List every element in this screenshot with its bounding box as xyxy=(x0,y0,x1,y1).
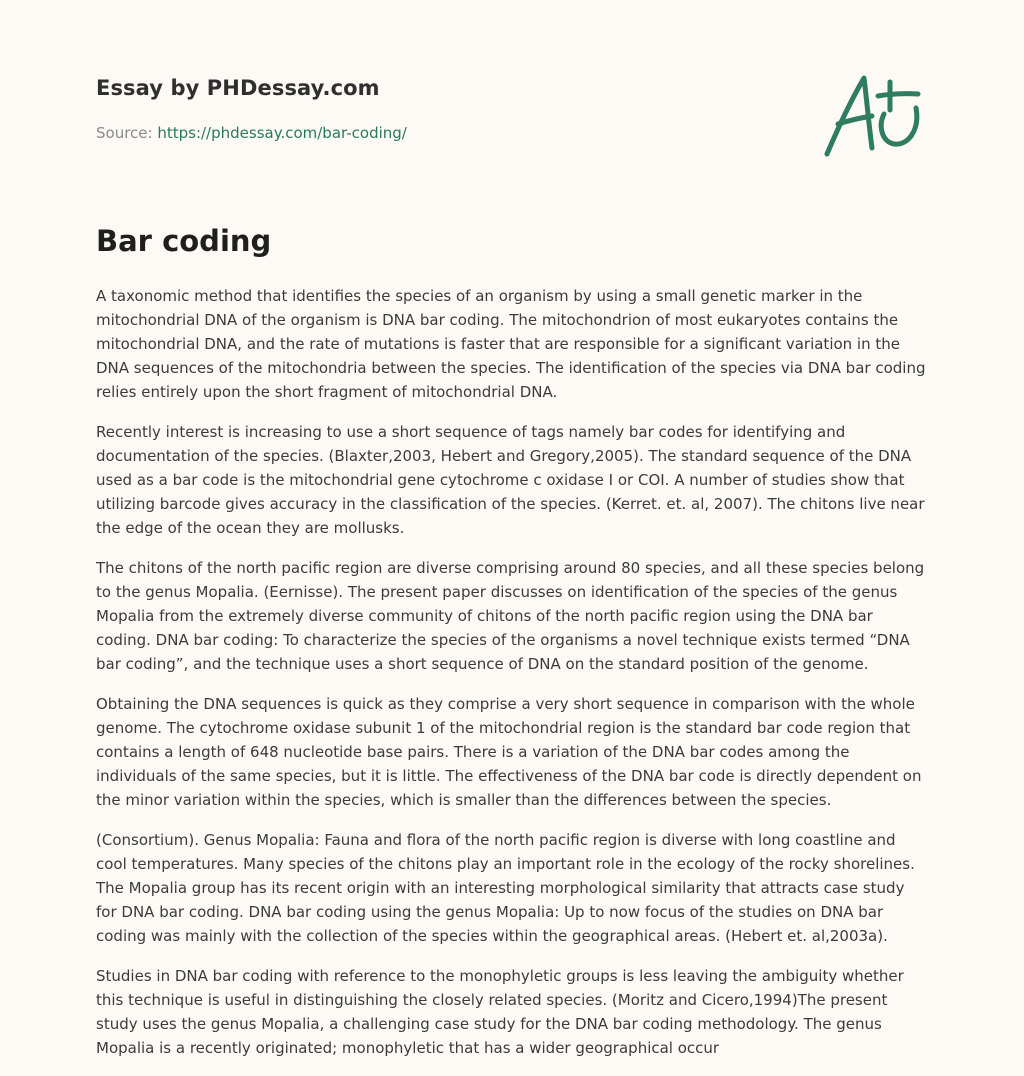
paragraph: Recently interest is increasing to use a short sequence of tags namely bar codes for identifying and documentation of the species. (Blaxter,2003, Hebert and Gregory,2005). The standard sequence of the DNA used as a bar code is the mitochondrial gene cytochrome c oxidase I or COI. A number of studies show that utilizing barcode gives accuracy in the classification of the species. (Kerret. et. al, 2007). The chitons live near the edge of the ocean they are mollusks. xyxy=(96,423,925,537)
a-plus-icon xyxy=(824,68,928,160)
paragraph: Studies in DNA bar coding with reference to the monophyletic groups is less leaving the ambiguity whether this technique is useful in distinguishing the closely related species. (Moritz and Cicero,1994)The present study uses the genus Mopalia, a challenging case study for the DNA bar coding methodology. The genus Mopalia is a recently originated; monophyletic that has a wider geographical occur xyxy=(96,967,904,1057)
article-body xyxy=(96,284,928,1076)
paragraph: A taxonomic method that identifies the species of an organism by using a small genetic marker in the mitochondrial DNA of the organism is DNA bar coding. The mitochondrion of most eukaryotes contains the mitochondrial DNA, and the rate of mutations is faster that are responsible for a significant variation in the DNA sequences of the mitochondria between the species. The identification of the species via DNA bar coding relies entirely upon the short fragment of mitochondrial DNA. xyxy=(96,287,926,401)
paragraph: (Consortium). Genus Mopalia: Fauna and flora of the north pacific region is diverse with long coastline and cool temperatures. Many species of the chitons play an important role in the ecology of the rocky shorelines. The Mopalia group has its recent origin with an interesting morphological similarity that attracts case study for DNA bar coding. DNA bar coding using the genus Mopalia: Up to now focus of the studies on DNA bar coding was mainly with the collection of the species within the geographical areas. (Hebert et. al,2003a). xyxy=(96,831,915,945)
page-header xyxy=(96,76,928,186)
paragraph: Obtaining the DNA sequences is quick as they comprise a very short sequence in comparison with the whole genome. The cytochrome oxidase subunit 1 of the mitochondrial region is the standard bar code region that contains a length of 648 nucleotide base pairs. There is a variation of the DNA bar codes among the individuals of the same species, but it is little. The effectiveness of the DNA bar code is directly dependent on the minor variation within the species, which is smaller than the differences between the species. xyxy=(96,695,922,809)
article-title: Bar coding xyxy=(96,224,272,258)
paragraph: The chitons of the north pacific region are diverse comprising around 80 species, and all these species belong to the genus Mopalia. (Eernisse). The present paper discusses on identification of the species of the genus Mopalia from the extremely diverse community of chitons of the north pacific region using the DNA bar coding. DNA bar coding: To characterize the species of the organisms a novel technique exists termed “DNA bar coding”, and the technique uses a short sequence of DNA on the standard position of the genome. xyxy=(96,559,925,673)
source-link[interactable]: https://phdessay.com/bar-coding/ xyxy=(157,124,407,142)
site-brand: Essay by PHDessay.com xyxy=(96,76,380,100)
source-label: Source: xyxy=(96,124,158,142)
source-line xyxy=(96,124,407,142)
